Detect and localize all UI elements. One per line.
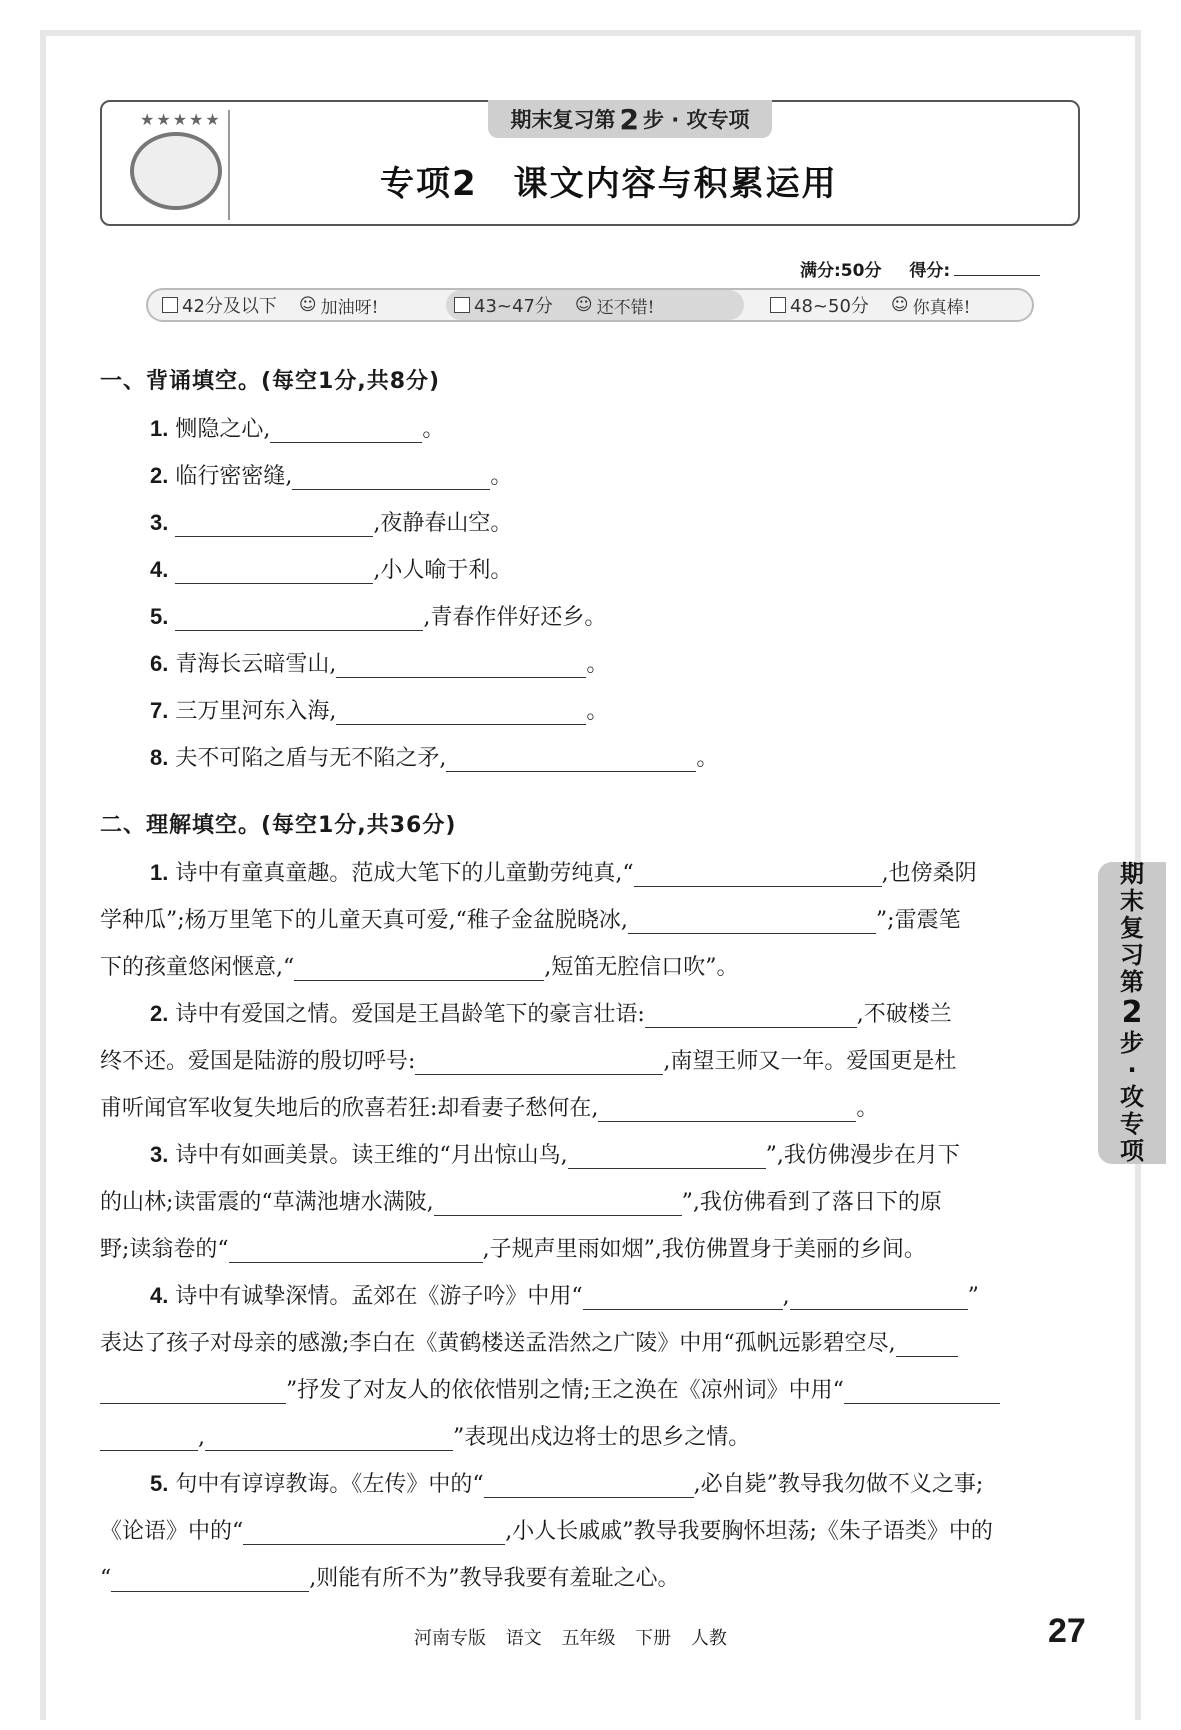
step-suffix: 步 · 攻专项 (642, 108, 750, 132)
recite-item: 3. ,夜静春山空。 (150, 510, 513, 536)
checkbox-icon[interactable] (454, 297, 470, 313)
answer-blank[interactable] (634, 862, 882, 887)
answer-blank[interactable] (434, 1191, 682, 1216)
recite-item: 8. 夫不可陷之盾与无不陷之矛, 。 (150, 745, 719, 771)
smiley-icon: ☺ (574, 295, 593, 315)
answer-blank[interactable] (484, 1473, 694, 1498)
answer-blank[interactable] (844, 1379, 1000, 1404)
grade-bar (146, 288, 1034, 322)
answer-blank[interactable] (415, 1050, 663, 1075)
publisher-logo (118, 110, 230, 220)
grade-range: 42分及以下 (182, 296, 277, 317)
answer-blank[interactable] (100, 1379, 286, 1404)
full-score-label: 满分:50分 (800, 261, 882, 281)
paragraph-line: 《论语》中的“ ,小人长戚戚”教导我要胸怀坦荡;《朱子语类》中的 (100, 1519, 993, 1544)
paragraph-line: 表达了孩子对母亲的感激;李白在《黄鹤楼送孟浩然之广陵》中用“孤帆远影碧空尽, (100, 1326, 958, 1357)
recite-item: 7. 三万里河东入海, 。 (150, 698, 609, 724)
grade-option-low[interactable] (162, 290, 378, 320)
answer-blank[interactable] (175, 606, 423, 631)
answer-blank[interactable] (790, 1285, 968, 1310)
side-step-tab: 期 末 复 习 第 2 步 · 攻 专 项 (1098, 862, 1166, 1164)
answer-blank[interactable] (446, 747, 696, 772)
paragraph-line: , ”表现出戍边将士的思乡之情。 (100, 1420, 750, 1451)
answer-blank[interactable] (896, 1332, 958, 1357)
answer-blank[interactable] (100, 1426, 198, 1451)
step-number: 2 (619, 102, 639, 136)
answer-blank[interactable] (336, 700, 586, 725)
footer-info: 河南专版 语文 五年级 下册 人教 (414, 1628, 727, 1649)
answer-blank[interactable] (628, 909, 876, 934)
page-title: 专项2 课文内容与积累运用 (380, 164, 838, 204)
grade-option-mid[interactable] (446, 290, 744, 320)
section-2-title: 二、理解填空。(每空1分,共36分) (100, 813, 457, 838)
answer-blank[interactable] (568, 1144, 766, 1169)
grade-cheer: 加油呀! (320, 297, 379, 318)
answer-blank[interactable] (583, 1285, 783, 1310)
paragraph-line: 下的孩童悠闲惬意,“ ,短笛无腔信口吹”。 (100, 955, 739, 980)
score-line (800, 256, 1040, 281)
answer-blank[interactable] (598, 1097, 856, 1122)
answer-blank[interactable] (175, 559, 373, 584)
paragraph-line: “ ,则能有所不为”教导我要有羞耻之心。 (100, 1566, 680, 1591)
paragraph-line: 1. 诗中有童真童趣。范成大笔下的儿童勤劳纯真,“ ,也傍桑阴 (150, 860, 977, 886)
answer-blank[interactable] (243, 1520, 505, 1545)
checkbox-icon[interactable] (770, 297, 786, 313)
recite-item: 4. ,小人喻于利。 (150, 557, 513, 583)
paragraph-line: ”抒发了对友人的依依惜别之情;王之涣在《凉州词》中用“ (100, 1373, 1000, 1404)
score-blank[interactable] (954, 275, 1040, 276)
checkbox-icon[interactable] (162, 297, 178, 313)
answer-blank[interactable] (294, 956, 544, 981)
logo-emblem (130, 132, 222, 210)
answer-blank[interactable] (205, 1426, 453, 1451)
paragraph-line: 5. 句中有谆谆教诲。《左传》中的“ ,必自毙”教导我勿做不义之事; (150, 1471, 984, 1497)
paragraph-line: 的山林;读雷震的“草满池塘水满陂, ”,我仿佛看到了落日下的原 (100, 1190, 942, 1215)
recite-item: 2. 临行密密缝, 。 (150, 463, 513, 489)
step-tab (488, 100, 772, 138)
answer-blank[interactable] (270, 418, 422, 443)
star-icon: ★★★★★ (140, 110, 222, 129)
paragraph-line: 野;读翁卷的“ ,子规声里雨如烟”,我仿佛置身于美丽的乡间。 (100, 1237, 926, 1262)
grade-range: 48~50分 (790, 296, 869, 317)
step-prefix: 期末复习第 (510, 108, 616, 132)
paragraph-line: 甫听闻官军收复失地后的欣喜若狂:却看妻子愁何在, 。 (100, 1096, 879, 1121)
paragraph-line: 3. 诗中有如画美景。读王维的“月出惊山鸟, ”,我仿佛漫步在月下 (150, 1142, 960, 1168)
paragraph-line: 2. 诗中有爱国之情。爱国是王昌龄笔下的豪言壮语: ,不破楼兰 (150, 1001, 952, 1027)
grade-cheer: 你真棒! (912, 297, 971, 318)
recite-item: 1. 恻隐之心, 。 (150, 416, 445, 442)
grade-cheer: 还不错! (596, 297, 655, 318)
got-score-label: 得分: (909, 261, 951, 281)
answer-blank[interactable] (336, 653, 586, 678)
answer-blank[interactable] (229, 1238, 483, 1263)
answer-blank[interactable] (111, 1567, 309, 1592)
paragraph-line: 学种瓜”;杨万里笔下的儿童天真可爱,“稚子金盆脱晓冰, ”;雷震笔 (100, 908, 961, 933)
section-1-title: 一、背诵填空。(每空1分,共8分) (100, 369, 441, 394)
paragraph-line: 4. 诗中有诚挚深情。孟郊在《游子吟》中用“ , ” (150, 1283, 979, 1309)
grade-range: 43~47分 (474, 296, 553, 317)
answer-blank[interactable] (645, 1003, 857, 1028)
answer-blank[interactable] (292, 465, 490, 490)
smiley-icon: ☺ (890, 295, 909, 315)
answer-blank[interactable] (175, 512, 373, 537)
page-number: 27 (1048, 1612, 1086, 1650)
smiley-icon: ☺ (298, 295, 317, 315)
recite-item: 5. ,青春作伴好还乡。 (150, 604, 607, 630)
grade-option-high[interactable] (770, 290, 970, 320)
recite-item: 6. 青海长云暗雪山, 。 (150, 651, 609, 677)
paragraph-line: 终不还。爱国是陆游的殷切呼号: ,南望王师又一年。爱国更是杜 (100, 1049, 957, 1074)
